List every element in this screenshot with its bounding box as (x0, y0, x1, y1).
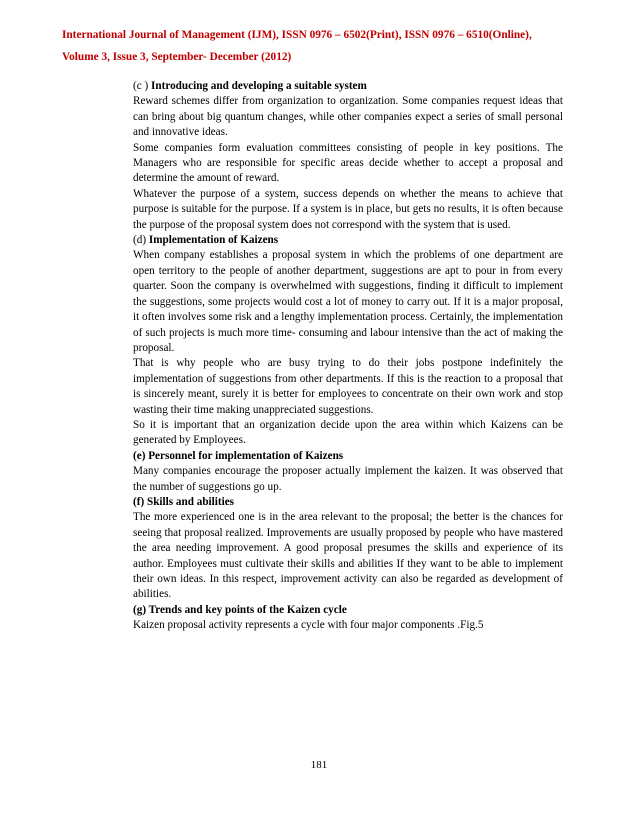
journal-header-line-2: Volume 3, Issue 3, September- December (2012) (62, 51, 292, 63)
section-c-label: (c ) (133, 80, 152, 92)
article-body (133, 79, 563, 634)
section-f-paragraph-1: The more experienced one is in the area relevant to the proposal; the better is the chances for seeing that proposal realized. Improvements are usually proposed by people who have mastered the area needing improvement. A good proposal presumes the skills and experience of its author. Employees must cultivate their skills and abilities If they want to be able to implement their own ideas. In this respect, improvement activity can also be regarded as development of abilities. (133, 511, 563, 601)
section-c-heading (133, 79, 563, 94)
section-d-label: (d) (133, 234, 149, 247)
journal-header (62, 24, 582, 68)
section-c-paragraph-3: Whatever the purpose of a system, success depends on whether the means to achieve that purpose is suitable for the purpose. If a system is in place, but gets no results, it is often because the purpose of the proposal system does not correspond with the system that is used. (133, 187, 563, 231)
section-e-paragraph-1: Many companies encourage the proposer actually implement the kaizen. It was observed that the number of suggestions go up. (133, 465, 563, 493)
section-d-paragraph-1: When company establishes a proposal system in which the problems of one department are open territory to the people of another department, suggestions are apt to pour in from every quarter. Soon the company is overwhelmed with suggestions, finding it difficult to implement the suggestions, some projects would cost a lot of money to carry out. If it is a major proposal, it often involves some risk and a lengthy implementation process. Certainly, the implementation of such projects is much more time- consuming and labour intensive than the act of making the proposal. (133, 249, 563, 354)
section-c-title: Introducing and developing a suitable system (151, 80, 367, 92)
journal-header-line-1: International Journal of Management (IJM), ISSN 0976 – 6502(Print), ISSN 0976 – 6510(Online), (62, 29, 532, 41)
page-number: 181 (310, 759, 328, 771)
section-d-paragraph-3: So it is important that an organization decide upon the area within which Kaizens can be generated by Employees. (133, 418, 563, 447)
section-d-paragraph-2: That is why people who are busy trying to do their jobs postpone indefinitely the implementation of suggestions from other departments. If this is the reaction to a proposal that is sincerely meant, surely it is better for employees to concentrate on their own work and stop wasting their time making unappreciated suggestions. (133, 357, 563, 416)
section-c-paragraph-2: Some companies form evaluation committees consisting of people in key positions. The Managers who are responsible for specific areas decide whether to accept a proposal and determine the amount of reward. (133, 141, 563, 185)
section-g-heading: (g) Trends and key points of the Kaizen cycle (133, 603, 347, 616)
section-d-heading (133, 233, 563, 248)
section-c-paragraph-1: Reward schemes differ from organization to organization. Some companies request ideas that can bring about big quantum changes, while other companies expect a series of small personal and innovative ideas. (133, 95, 563, 139)
section-f-heading: (f) Skills and abilities (133, 495, 235, 508)
section-e-heading: (e) Personnel for implementation of Kaizens (133, 449, 344, 462)
section-d-title: Implementation of Kaizens (148, 234, 279, 247)
section-g-paragraph-1: Kaizen proposal activity represents a cycle with four major components .Fig.5 (133, 619, 484, 632)
